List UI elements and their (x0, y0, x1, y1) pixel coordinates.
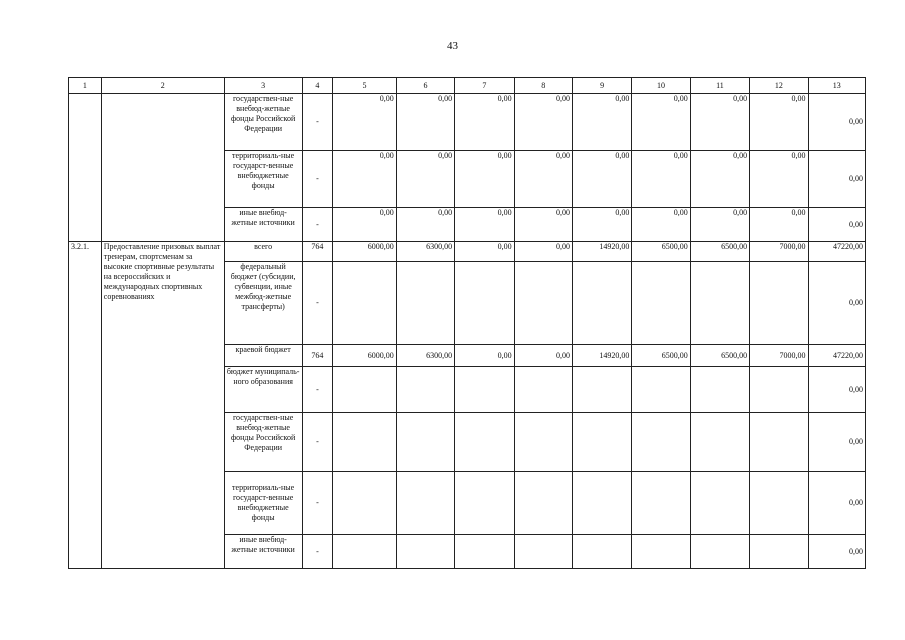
value-cell: 6500,00 (632, 345, 690, 367)
empty-cell (750, 535, 808, 569)
empty-name-cell (101, 94, 224, 242)
col4-value: - (302, 367, 333, 413)
empty-cell (632, 535, 690, 569)
total-cell: 47220,00 (808, 242, 865, 262)
value-cell: 6500,00 (690, 345, 749, 367)
empty-cell (514, 367, 572, 413)
header-cell: 4 (302, 78, 333, 94)
col4-value: - (302, 413, 333, 472)
empty-cell (750, 413, 808, 472)
total-cell: 0,00 (808, 472, 865, 535)
value-cell: 0,00 (690, 94, 749, 151)
empty-cell (572, 472, 631, 535)
empty-cell (514, 535, 572, 569)
value-cell: 6300,00 (396, 242, 454, 262)
total-cell: 0,00 (808, 208, 865, 242)
empty-cell (750, 367, 808, 413)
empty-cell (396, 535, 454, 569)
value-cell: 14920,00 (572, 242, 631, 262)
value-cell: 7000,00 (750, 345, 808, 367)
budget-table (68, 77, 866, 569)
funding-source: иные внебюд-жетные источники (224, 535, 302, 569)
empty-cell (333, 413, 397, 472)
empty-cell (690, 472, 749, 535)
empty-cell (514, 472, 572, 535)
empty-cell (690, 367, 749, 413)
value-cell: 7000,00 (750, 242, 808, 262)
value-cell: 0,00 (514, 151, 572, 208)
header-cell: 5 (333, 78, 397, 94)
value-cell: 0,00 (690, 151, 749, 208)
header-cell: 2 (101, 78, 224, 94)
value-cell: 0,00 (333, 208, 397, 242)
empty-cell (396, 413, 454, 472)
funding-source: территориаль-ные государст-венные внебюджетные фонды (224, 472, 302, 535)
value-cell: 0,00 (750, 94, 808, 151)
value-cell: 0,00 (572, 151, 631, 208)
empty-cell (455, 367, 514, 413)
funding-source: бюджет муниципаль-ного образования (224, 367, 302, 413)
empty-cell (632, 413, 690, 472)
empty-cell (690, 413, 749, 472)
value-cell: 6300,00 (396, 345, 454, 367)
empty-cell (514, 413, 572, 472)
value-cell: 6500,00 (632, 242, 690, 262)
header-cell: 12 (750, 78, 808, 94)
value-cell: 0,00 (333, 94, 397, 151)
total-cell: 0,00 (808, 151, 865, 208)
header-cell: 10 (632, 78, 690, 94)
header-cell: 11 (690, 78, 749, 94)
header-cell: 7 (455, 78, 514, 94)
value-cell: 0,00 (572, 208, 631, 242)
header-cell: 1 (69, 78, 102, 94)
value-cell: 6000,00 (333, 242, 397, 262)
table-header-row (69, 78, 866, 94)
funding-source: всего (224, 242, 302, 262)
empty-cell (632, 262, 690, 345)
value-cell: 0,00 (333, 151, 397, 208)
funding-source: краевой бюджет (224, 345, 302, 367)
empty-cell (632, 367, 690, 413)
value-cell: 0,00 (396, 151, 454, 208)
header-cell: 9 (572, 78, 631, 94)
funding-source: территориаль-ные государст-венные внебюджетные фонды (224, 151, 302, 208)
value-cell: 0,00 (750, 208, 808, 242)
empty-cell (690, 262, 749, 345)
table-row (69, 94, 866, 151)
empty-cell (396, 472, 454, 535)
value-cell: 0,00 (455, 345, 514, 367)
total-cell: 0,00 (808, 94, 865, 151)
value-cell: 0,00 (514, 208, 572, 242)
total-cell: 0,00 (808, 262, 865, 345)
empty-cell (690, 535, 749, 569)
empty-cell (333, 367, 397, 413)
col4-value: - (302, 94, 333, 151)
value-cell: 0,00 (632, 151, 690, 208)
total-cell: 0,00 (808, 535, 865, 569)
funding-source: государствен-ные внебюд-жетные фонды Российской Федерации (224, 94, 302, 151)
value-cell: 0,00 (690, 208, 749, 242)
value-cell: 0,00 (514, 345, 572, 367)
value-cell: 0,00 (750, 151, 808, 208)
col4-value: - (302, 535, 333, 569)
empty-cell (632, 472, 690, 535)
item-code: 3.2.1. (69, 242, 102, 569)
header-cell: 13 (808, 78, 865, 94)
empty-cell (455, 262, 514, 345)
item-name: Предоставление призовых выплат тренерам, спортсменам за высокие спортивные результаты на всероссийских и международных спортивных соревнованиях (101, 242, 224, 569)
value-cell: 0,00 (572, 94, 631, 151)
total-cell: 0,00 (808, 367, 865, 413)
value-cell: 6000,00 (333, 345, 397, 367)
empty-cell (396, 367, 454, 413)
empty-cell (455, 535, 514, 569)
col4-value: - (302, 472, 333, 535)
value-cell: 0,00 (514, 242, 572, 262)
col4-value: - (302, 208, 333, 242)
table-row (69, 242, 866, 262)
value-cell: 6500,00 (690, 242, 749, 262)
value-cell: 0,00 (455, 242, 514, 262)
total-cell: 0,00 (808, 413, 865, 472)
value-cell: 0,00 (514, 94, 572, 151)
empty-cell (750, 262, 808, 345)
funding-source: иные внебюд-жетные источники (224, 208, 302, 242)
value-cell: 0,00 (632, 94, 690, 151)
page-number: 43 (447, 40, 458, 52)
value-cell: 0,00 (455, 94, 514, 151)
empty-cell (396, 262, 454, 345)
value-cell: 0,00 (396, 94, 454, 151)
col4-value: 764 (302, 242, 333, 262)
value-cell: 0,00 (396, 208, 454, 242)
total-cell: 47220,00 (808, 345, 865, 367)
empty-cell (333, 472, 397, 535)
empty-cell (333, 535, 397, 569)
col4-value: - (302, 262, 333, 345)
empty-code-cell (69, 94, 102, 242)
empty-cell (455, 472, 514, 535)
col4-value: 764 (302, 345, 333, 367)
value-cell: 0,00 (455, 151, 514, 208)
header-cell: 6 (396, 78, 454, 94)
col4-value: - (302, 151, 333, 208)
empty-cell (572, 367, 631, 413)
value-cell: 14920,00 (572, 345, 631, 367)
header-cell: 8 (514, 78, 572, 94)
empty-cell (750, 472, 808, 535)
empty-cell (572, 413, 631, 472)
empty-cell (333, 262, 397, 345)
header-cell: 3 (224, 78, 302, 94)
funding-source: государствен-ные внебюд-жетные фонды Российской Федерации (224, 413, 302, 472)
funding-source: федеральный бюджет (субсидии, субвенции, иные межбюд-жетные трансферты) (224, 262, 302, 345)
empty-cell (455, 413, 514, 472)
empty-cell (572, 535, 631, 569)
value-cell: 0,00 (632, 208, 690, 242)
empty-cell (514, 262, 572, 345)
empty-cell (572, 262, 631, 345)
value-cell: 0,00 (455, 208, 514, 242)
